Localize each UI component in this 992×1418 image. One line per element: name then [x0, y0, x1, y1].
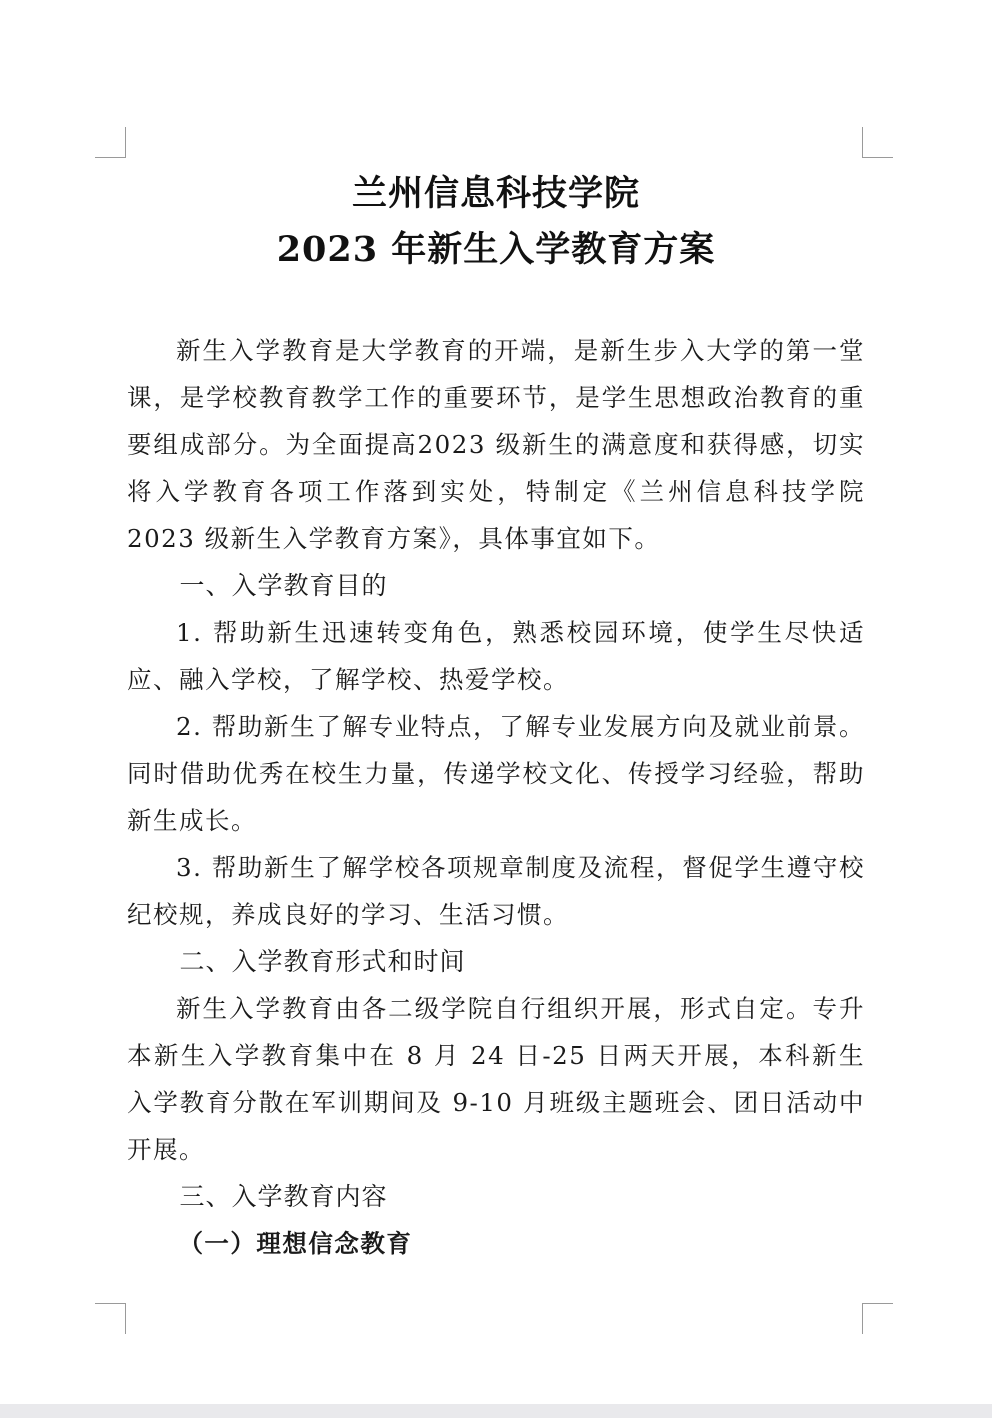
document-title-line1: 兰州信息科技学院 [351, 173, 640, 214]
document-body [127, 327, 865, 1267]
intro-paragraph: 新生入学教育是大学教育的开端，是新生步入大学的第一堂课，是学校教育教学工作的重要环节，是学生思想政治教育的重要组成部分。为全面提高2023 级新生的满意度和获得感，切实将入学教育各项工作落到实处，特制定《兰州信息科技学院 2023 级新生入学教育方案》，具体事宜如下。 [127, 336, 865, 553]
section2-paragraph: 新生入学教育由各二级学院自行组织开展，形式自定。专升本新生入学教育集中在 8 月 24 日-25 日两天开展，本科新生入学教育分散在军训期间及 9-10 月班级主题班会、团日活动中开展。 [127, 994, 865, 1164]
section1-item-2: 2. 帮助新生了解专业特点，了解专业发展方向及就业前景。同时借助优秀在校生力量，传递学校文化、传授学习经验，帮助新生成长。 [127, 712, 865, 835]
section1-heading: 一、入学教育目的 [179, 571, 388, 600]
crop-mark-bottom-right [862, 1303, 893, 1334]
viewer-background-strip [0, 1404, 992, 1418]
crop-mark-top-right [862, 127, 893, 158]
section3-subheading: （一）理想信念教育 [178, 1229, 413, 1258]
section1-item-3: 3. 帮助新生了解学校各项规章制度及流程，督促学生遵守校纪校规，养成良好的学习、生活习惯。 [127, 853, 865, 929]
document-title-line2: 2023 年新生入学教育方案 [276, 229, 716, 270]
section2-heading: 二、入学教育形式和时间 [179, 947, 466, 976]
section3-heading: 三、入学教育内容 [179, 1182, 388, 1211]
crop-mark-top-left [95, 127, 126, 158]
crop-mark-bottom-left [95, 1303, 126, 1334]
section1-item-1: 1. 帮助新生迅速转变角色，熟悉校园环境，使学生尽快适应、融入学校，了解学校、热爱学校。 [127, 618, 865, 694]
